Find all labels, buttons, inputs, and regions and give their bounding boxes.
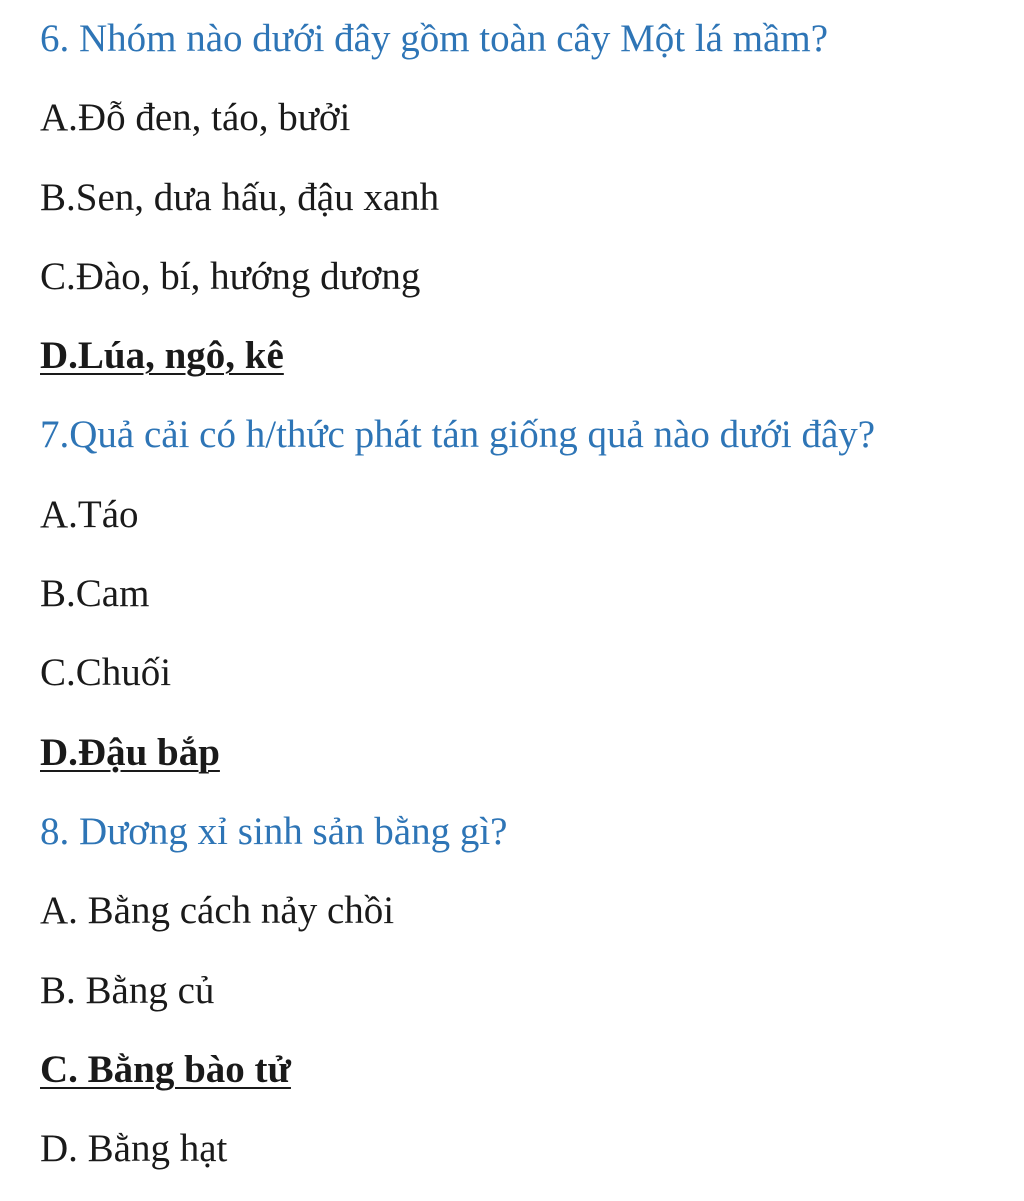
question-6-text: 6. Nhóm nào dưới đây gồm toàn cây Một lá mầm? — [40, 17, 829, 60]
question-7-option-d-correct: D.Đậu bắp — [40, 730, 220, 774]
question-8-option-b: B. Bằng củ — [40, 968, 215, 1012]
question-8-option-a: A. Bằng cách nảy chồi — [40, 889, 395, 933]
question-block-7 — [40, 408, 1004, 804]
question-6-option-c: C.Đào, bí, hướng dương — [40, 254, 421, 298]
question-7-option-b: B.Cam — [40, 572, 150, 616]
quiz-document — [40, 12, 1004, 1201]
question-8-text: 8. Dương xỉ sinh sản bằng gì? — [40, 809, 508, 853]
question-7-option-c: C.Chuối — [40, 651, 172, 695]
question-6-option-a: A.Đỗ đen, táo, bưởi — [40, 96, 351, 140]
question-block-6 — [40, 12, 1004, 408]
question-7-text: 7.Quả cải có h/thức phát tán giống quả nào dưới đây? — [40, 413, 876, 457]
question-block-8 — [40, 805, 1004, 1201]
question-8-option-c-correct: C. Bằng bào tử — [40, 1047, 291, 1091]
question-8-option-d: D. Bằng hạt — [40, 1127, 228, 1171]
question-6-option-b: B.Sen, dưa hấu, đậu xanh — [40, 175, 440, 219]
question-6-option-d-correct: D.Lúa, ngô, kê — [40, 334, 284, 378]
question-7-option-a: A.Táo — [40, 492, 139, 536]
